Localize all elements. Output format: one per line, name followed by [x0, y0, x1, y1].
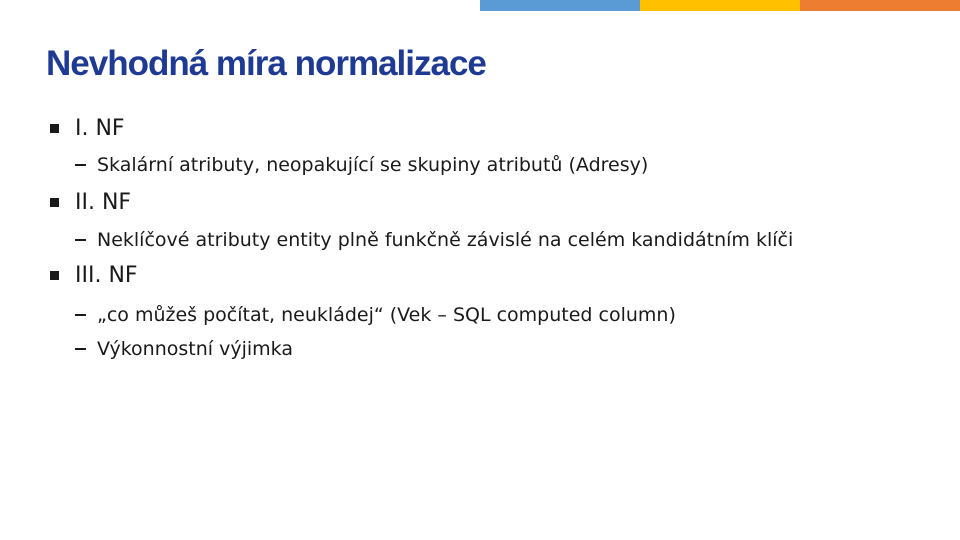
dash-icon	[75, 239, 86, 241]
dash-icon	[75, 164, 86, 166]
bullet-1-sub-1	[75, 154, 648, 176]
bullet-3-sub-1	[75, 304, 676, 326]
square-bullet-icon	[50, 198, 59, 207]
square-bullet-icon	[50, 124, 59, 133]
bullet-2	[50, 190, 131, 215]
bullet-1-label: I. NF	[75, 116, 125, 141]
square-bullet-icon	[50, 271, 59, 280]
bullet-1-sub-1-text: Skalární atributy, neopakující se skupiny atributů (Adresy)	[97, 154, 649, 176]
dash-icon	[75, 348, 86, 350]
slide-title: Nevhodná míra normalizace	[46, 44, 486, 83]
bullet-2-label: II. NF	[75, 190, 132, 215]
bullet-3	[50, 263, 138, 288]
bullet-2-sub-1-text: Neklíčové atributy entity plně funkčně závislé na celém kandidátním klíči	[97, 229, 794, 251]
bullet-3-sub-2-text: Výkonnostní výjimka	[97, 338, 293, 360]
bullet-2-sub-1	[75, 229, 793, 251]
bullet-1	[50, 116, 125, 141]
dash-icon	[75, 314, 86, 316]
bullet-3-label: III. NF	[75, 263, 138, 288]
bullet-3-sub-2	[75, 338, 293, 360]
bullet-3-sub-1-text: „co můžeš počítat, neukládej“ (Vek – SQL computed column)	[97, 304, 676, 326]
